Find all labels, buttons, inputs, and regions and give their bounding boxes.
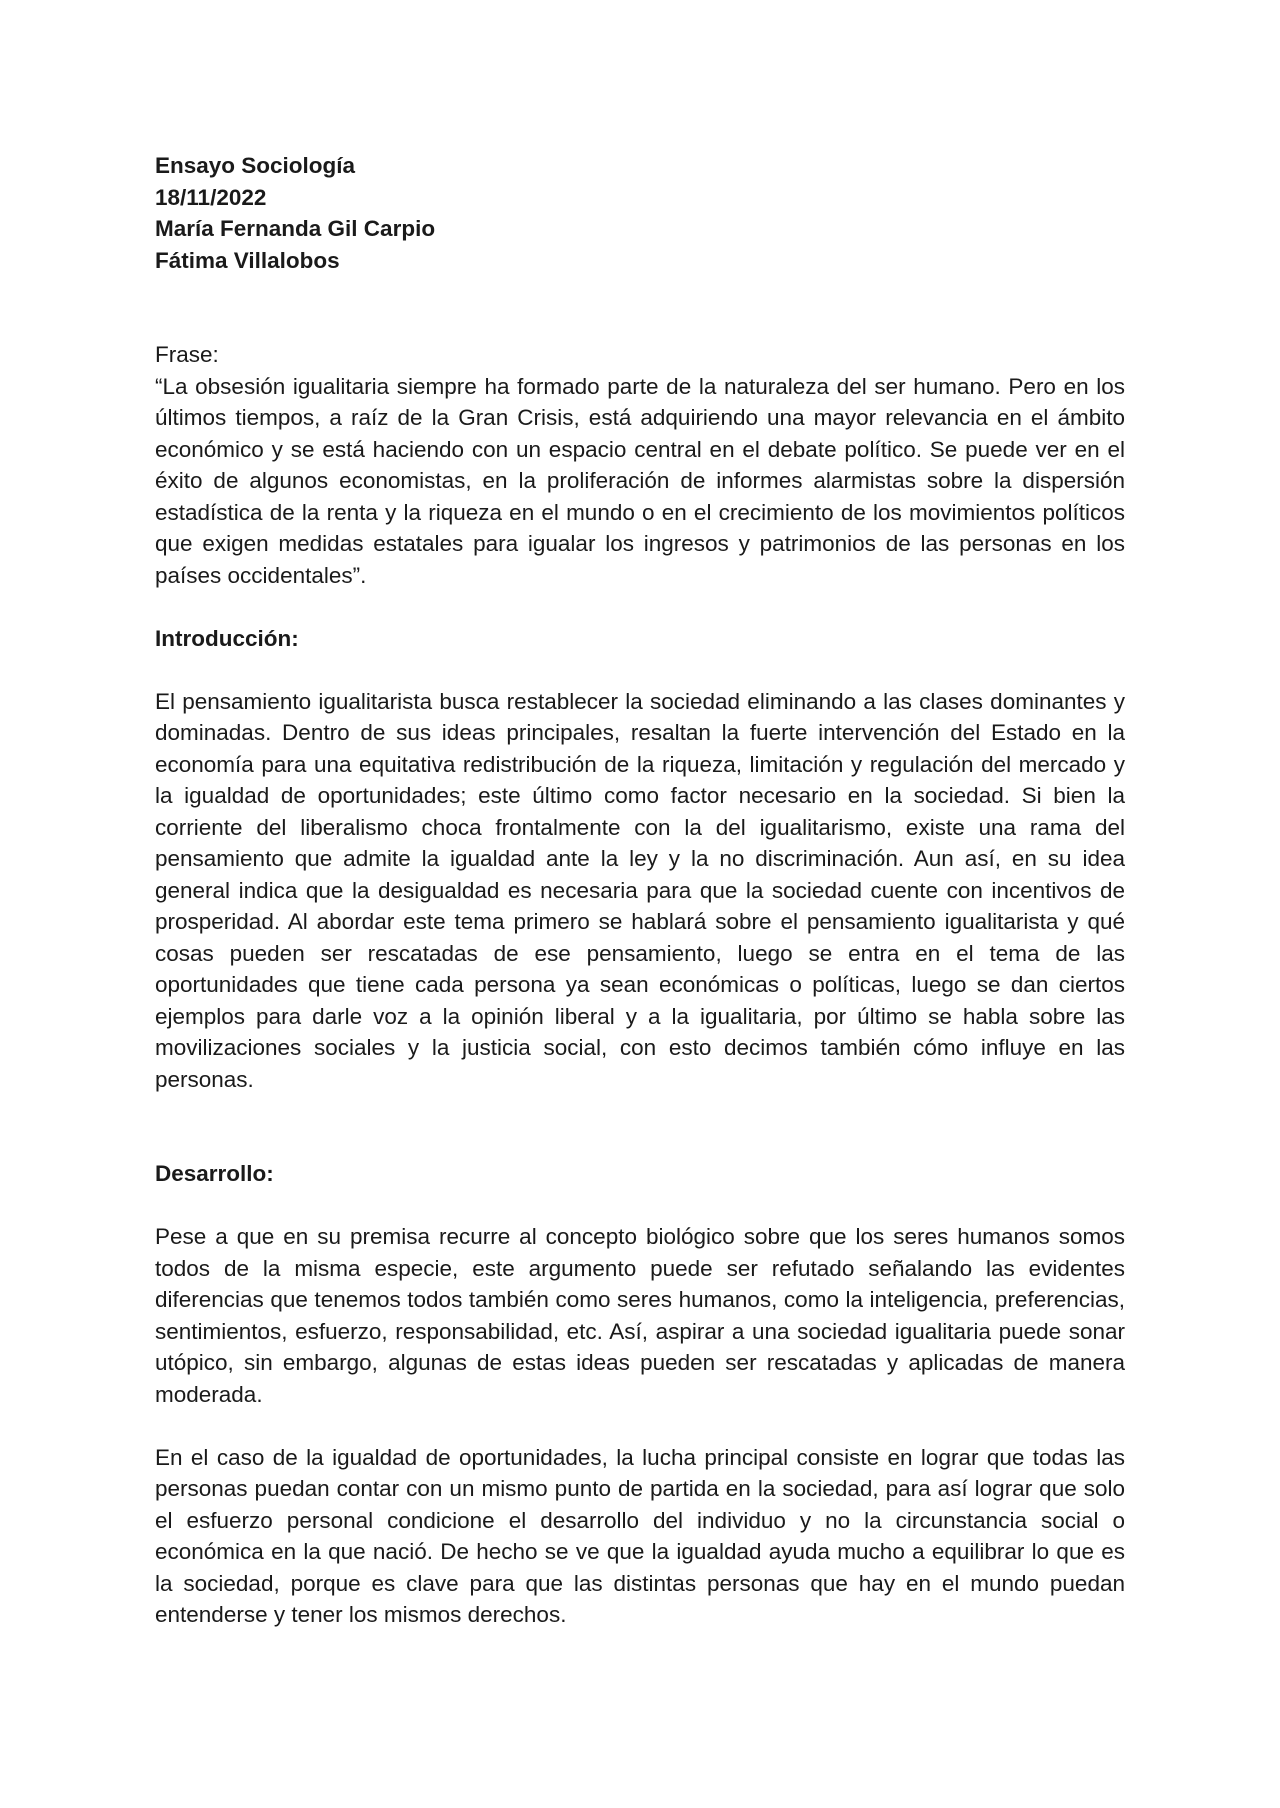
document-body bbox=[155, 150, 1125, 1631]
author-name: Fátima Villalobos bbox=[155, 247, 340, 273]
section-heading: Desarrollo: bbox=[155, 1161, 274, 1186]
body-paragraph: En el caso de la igualdad de oportunidades, la lucha principal consiste en lograr que todas las personas puedan contar con un mismo punto de partida en la sociedad, para así lograr que solo el esfuerzo personal condicione el desarrollo del individuo y no la circunstancia social o económica en la que nació. De hecho se ve que la igualdad ayuda mucho a equilibrar lo que es la sociedad, porque es clave para que las distintas personas que hay en el mundo puedan entenderse y tener los mismos derechos. bbox=[155, 1444, 1125, 1627]
document-date: 18/11/2022 bbox=[155, 184, 267, 210]
document-title: Ensayo Sociología bbox=[155, 153, 356, 178]
development-section bbox=[155, 1158, 1125, 1631]
quote-label: Frase: bbox=[155, 342, 219, 367]
body-paragraph: El pensamiento igualitarista busca restablecer la sociedad eliminando a las clases dominantes y dominadas. Dentro de sus ideas principales, resaltan la fuerte intervención del Estado en la economía para una equitativa redistribución de la riqueza, limitación y regulación del mercado y la igualdad de oportunidades; este último como factor necesario en la sociedad. Si bien la corriente del liberalismo choca frontalmente con la del igualitarismo, existe una rama del pensamiento que admite la igualdad ante la ley y la no discriminación. Aun así, en su idea general indica que la desigualdad es necesaria para que la sociedad cuente con incentivos de prosperidad. Al abordar este tema primero se hablará sobre el pensamiento igualitarista y qué cosas pueden ser rescatadas de ese pensamiento, luego se entra en el tema de las oportunidades que tiene cada persona ya sean económicas o políticas, luego se dan ciertos ejemplos para darle voz a la opinión liberal y a la igualitaria, por último se habla sobre las movilizaciones sociales y la justicia social, con esto decimos también cómo influye en las personas. bbox=[155, 688, 1125, 1092]
body-paragraph: Pese a que en su premisa recurre al concepto biológico sobre que los seres humanos somos todos de la misma especie, este argumento puede ser refutado señalando las evidentes diferencias que tenemos todos también como seres humanos, como la inteligencia, preferencias, sentimientos, esfuerzo, responsabilidad, etc. Así, aspirar a una sociedad igualitaria puede sonar utópico, sin embargo, algunas de estas ideas pueden ser rescatadas y aplicadas de manera moderada. bbox=[155, 1224, 1125, 1407]
quote-paragraph: “La obsesión igualitaria siempre ha formado parte de la naturaleza del ser humano. Pero en los últimos tiempos, a raíz de la Gran Crisis, está adquiriendo una mayor relevancia en el ámbito económico y se está haciendo con un espacio central en el debate político. Se puede ver en el éxito de algunos economistas, en la proliferación de informes alarmistas sobre la dispersión estadística de la renta y la riqueza en el mundo o en el crecimiento de los movimientos políticos que exigen medidas estatales para igualar los ingresos y patrimonios de las personas en los países occidentales”. bbox=[155, 373, 1125, 588]
section-heading: Introducción: bbox=[155, 625, 299, 651]
document-header bbox=[155, 150, 1125, 276]
author-name: María Fernanda Gil Carpio bbox=[155, 216, 436, 241]
quote-section bbox=[155, 339, 1125, 591]
introduction-section bbox=[155, 623, 1125, 1096]
